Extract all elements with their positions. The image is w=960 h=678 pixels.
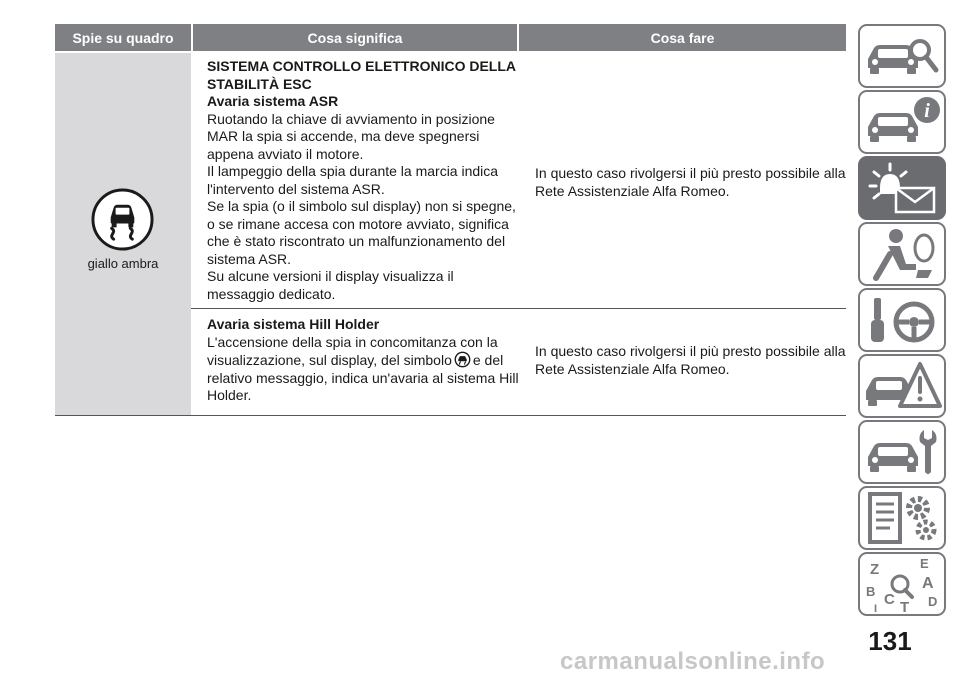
airbag-seat-icon	[860, 224, 944, 284]
document-gears-icon	[860, 488, 944, 548]
row2-text-after-icon: e del relativo messaggio, indica un'avaria al sistema Hill Holder.	[207, 352, 519, 403]
technical-data-tab[interactable]	[858, 486, 946, 550]
header-warning-lights: Spie su quadro	[55, 24, 191, 51]
svg-text:B: B	[866, 584, 876, 599]
lamp-color-label: giallo ambra	[87, 256, 159, 271]
row1-paragraph: Ruotando la chiave di avviamento in posizione MAR la spia si accende, ma deve spegnersi appena avviato il motore.	[207, 110, 495, 162]
row2-action: In questo caso rivolgersi il più presto possibile alla Rete Assistenziale Alfa Romeo.	[535, 343, 846, 377]
svg-text:D: D	[928, 594, 938, 609]
row1-meaning	[207, 58, 519, 303]
alphabet-index-icon	[860, 554, 944, 614]
car-wrench-icon	[860, 422, 944, 482]
svg-text:i: i	[924, 100, 930, 122]
index-tab[interactable]	[858, 552, 946, 616]
starting-driving-tab[interactable]	[858, 288, 946, 352]
row1-action: In questo caso rivolgersi il più presto possibile alla Rete Assistenziale Alfa Romeo.	[535, 165, 846, 199]
svg-text:A: A	[922, 575, 934, 592]
row1-subtitle: Avaria sistema ASR	[207, 93, 339, 109]
key-steering-wheel-icon	[860, 290, 944, 350]
row1-paragraph: Su alcune versioni il display visualizza il messaggio dedicato.	[207, 268, 454, 302]
row-divider	[191, 308, 846, 309]
table-bottom-rule	[55, 415, 846, 416]
maintenance-tab[interactable]	[858, 420, 946, 484]
row2-meaning	[207, 316, 519, 405]
car-warning-triangle-icon	[860, 356, 944, 416]
lamp-envelope-icon	[860, 158, 944, 218]
emergency-tab[interactable]	[858, 354, 946, 418]
row2-subtitle: Avaria sistema Hill Holder	[207, 316, 380, 332]
row2-text-before-icon: L'accensione della spia in concomitanza con la visualizzazione, sul display, del simbolo	[207, 333, 498, 368]
header-meaning: Cosa significa	[193, 24, 517, 51]
esc-skid-warning-icon	[91, 188, 154, 251]
svg-text:I: I	[874, 603, 878, 614]
svg-text:E: E	[920, 556, 929, 571]
watermark: carmanualsonline.info	[560, 648, 826, 675]
header-action: Cosa fare	[519, 24, 846, 51]
hill-holder-symbol-icon	[454, 351, 471, 368]
car-info-icon	[860, 92, 944, 152]
car-search-tab[interactable]	[858, 24, 946, 88]
svg-text:Z: Z	[870, 561, 880, 578]
row1-paragraph: Il lampeggio della spia durante la marcia indica l'intervento del sistema ASR.	[207, 163, 499, 197]
warning-lights-tab[interactable]	[858, 156, 946, 220]
svg-text:C: C	[884, 591, 895, 608]
row1-title: SISTEMA CONTROLLO ELETTRONICO DELLA STABILITÀ ESC	[207, 58, 516, 92]
svg-text:T: T	[900, 599, 910, 614]
car-magnifier-icon	[860, 26, 944, 86]
car-info-tab[interactable]	[858, 90, 946, 154]
row1-paragraph: Se la spia (o il simbolo sul display) non si spegne, o se rimane accesa con motore avviato, significa che è stato riscontrato un malfunzionamento del sistema ASR.	[207, 198, 516, 267]
page-number: 131	[868, 626, 912, 656]
safety-tab[interactable]	[858, 222, 946, 286]
